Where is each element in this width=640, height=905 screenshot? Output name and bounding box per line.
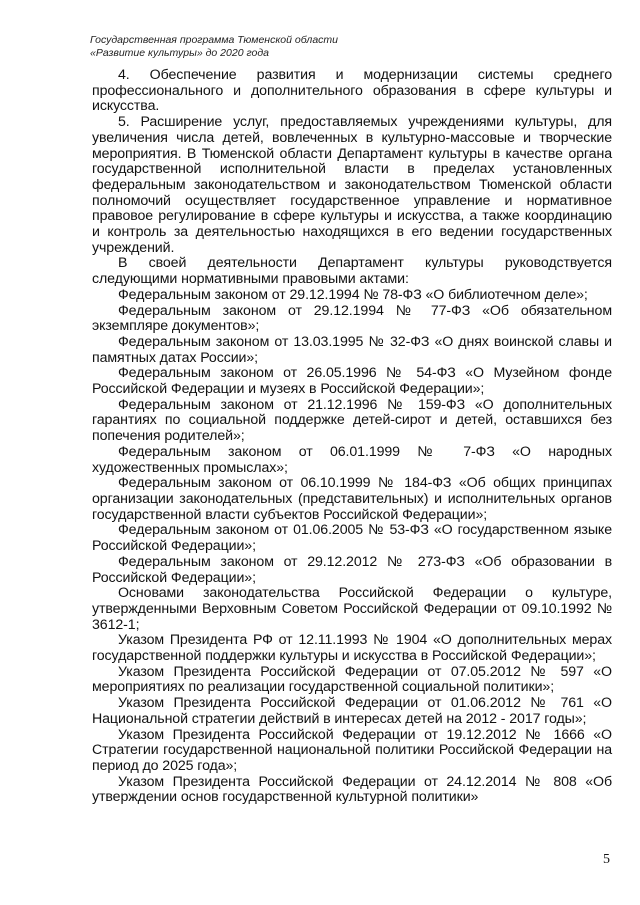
act-list-item: Федеральным законом от 13.03.1995 № 32-ФЗ «О днях воинской славы и памятных датах России»; (92, 333, 612, 366)
act-list-item: Федеральным законом от 29.12.1994 № 77-ФЗ «Об обязательном экземпляре документов»; (92, 302, 612, 335)
act-list-item: Федеральным законом от 01.06.2005 № 53-ФЗ «О государственном языке Российской Федерации»; (92, 522, 612, 555)
page-number: 5 (603, 852, 610, 867)
header-program-subtitle: «Развитие культуры» до 2020 года (90, 47, 269, 59)
header-program-title: Государственная программа Тюменской области (90, 34, 338, 46)
paragraph-item-5: 5. Расширение услуг, предоставляемых учреждениями культуры, для увеличения числа детей, вовлеченных в культурно-массовые и творческие мероприятия. В Тюменской области Департамент культуры в качестве органа государственной исполнительной власти в пределах установленных федеральным законодательством и законодательством Тюменской области полномочий осуществляет государственное управление и нормативное правовое регулирование в сфере культуры и искусства, а также координацию и контроль за деятельностью находящихся в его ведении государственных учреждений. (92, 114, 612, 256)
act-list-item: Федеральным законом от 06.01.1999 № 7-ФЗ «О народных художественных промыслах»; (92, 443, 612, 476)
act-list-item: Указом Президента Российской Федерации от 01.06.2012 № 761 «О Национальной стратегии действий в интересах детей на 2012 - 2017 годы»; (92, 695, 612, 727)
paragraph-intro-acts: В своей деятельности Департамент культуры руководствуется следующими нормативными правовыми актами: (92, 255, 612, 288)
document-body (92, 68, 612, 806)
act-list-item: Федеральным законом от 06.10.1999 № 184-ФЗ «Об общих принципах организации законодательных (представительных) и исполнительных органов государственной власти субъектов Российской Федерации»; (92, 475, 612, 523)
act-list-item: Указом Президента Российской Федерации от 19.12.2012 № 1666 «О Стратегии государственной национальной политики Российской Федерации на период до 2025 года»; (92, 726, 612, 774)
act-list-item: Указом Президента РФ от 12.11.1993 № 1904 «О дополнительных мерах государственной поддержки культуры и искусства в Российской Федерации»; (92, 632, 612, 665)
act-list-item: Основами законодательства Российской Федерации о культуре, утвержденными Верховным Советом Российской Федерации от 09.10.1992 № 3612-1; (92, 585, 612, 633)
document-header (90, 34, 338, 60)
act-list-item: Федеральным законом от 26.05.1996 № 54-ФЗ «О Музейном фонде Российской Федерации и музеях в Российской Федерации»; (92, 365, 612, 398)
paragraph-item-4: 4. Обеспечение развития и модернизации системы среднего профессионального и дополнительного образования в сфере культуры и искусства. (92, 67, 612, 115)
act-list-item: Федеральным законом от 21.12.1996 № 159-ФЗ «О дополнительных гарантиях по социальной поддержке детей-сирот и детей, оставшихся без попечения родителей»; (92, 396, 612, 445)
act-list-item: Федеральным законом от 29.12.2012 № 273-ФЗ «Об образовании в Российской Федерации»; (92, 553, 612, 586)
act-list-item: Федеральным законом от 29.12.1994 № 78-ФЗ «О библиотечном деле»; (118, 286, 588, 303)
act-list-item: Указом Президента Российской Федерации от 24.12.2014 № 808 «Об утверждении основ государственной культурной политики» (92, 773, 612, 806)
act-list-item: Указом Президента Российской Федерации от 07.05.2012 № 597 «О мероприятиях по реализации государственной социальной политики»; (92, 663, 612, 696)
